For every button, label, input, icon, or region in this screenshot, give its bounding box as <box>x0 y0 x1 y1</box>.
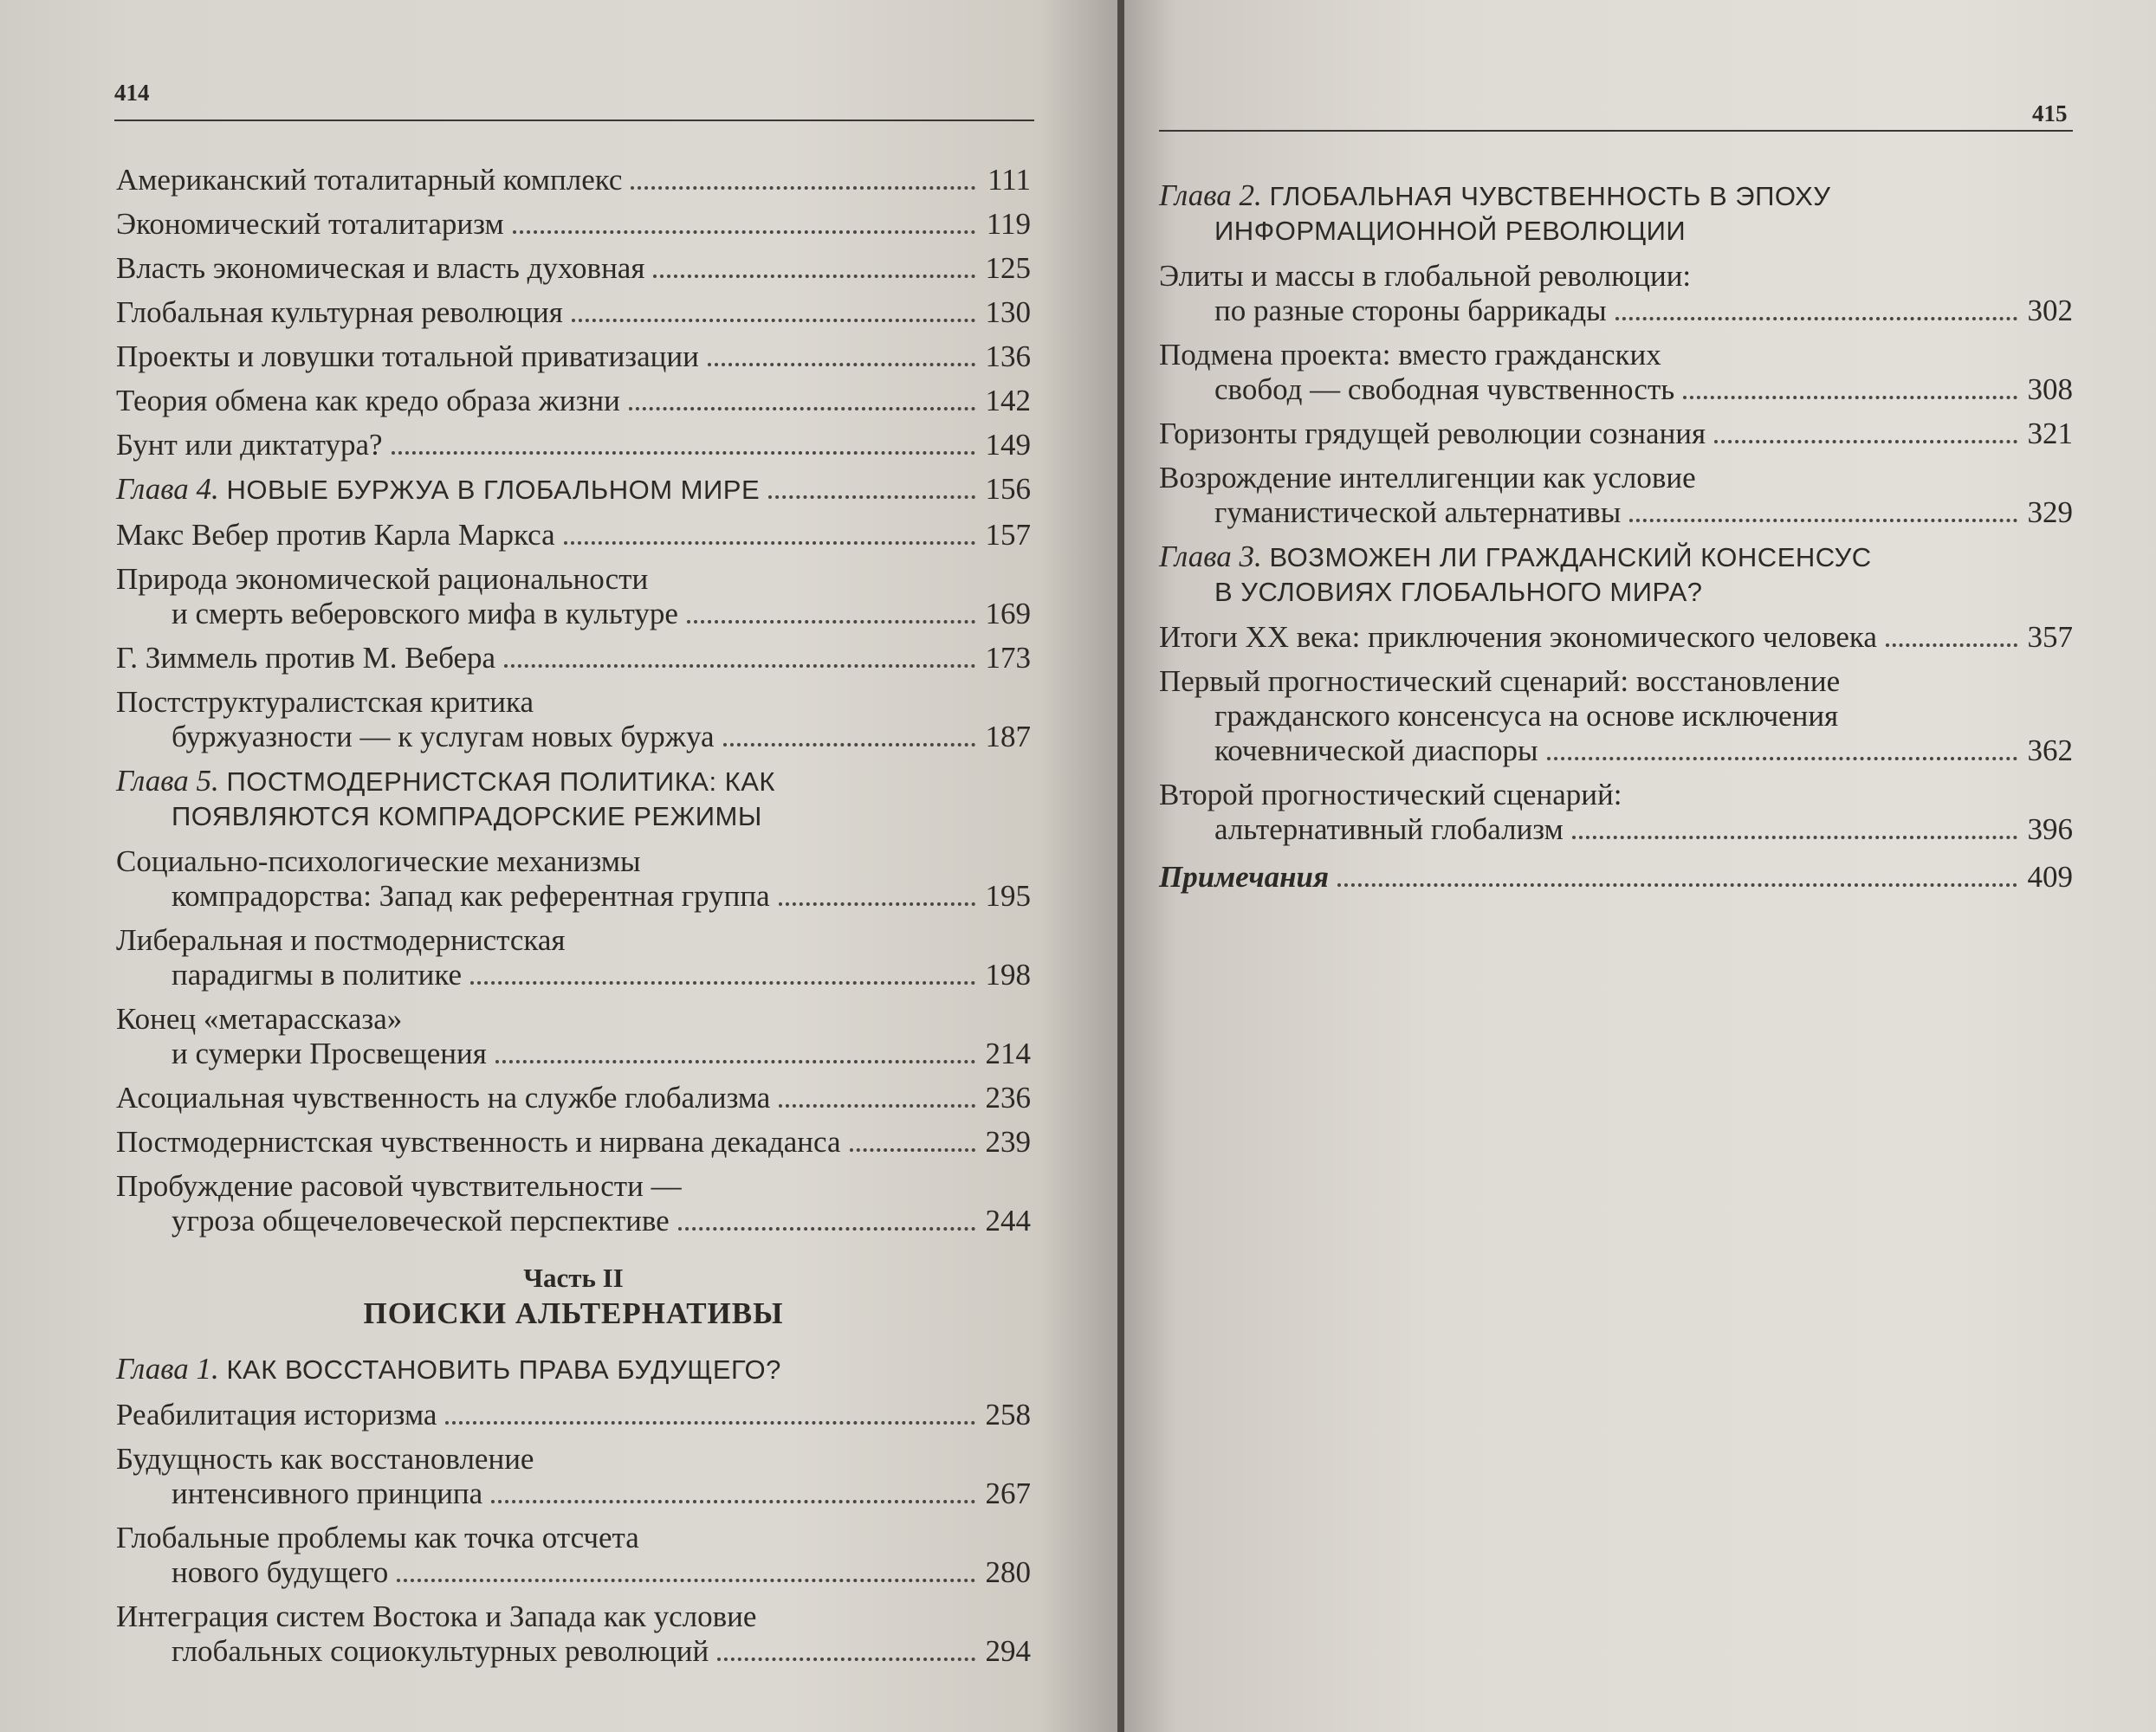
entry-title: гражданского консенсуса на основе исключения <box>1214 699 1839 733</box>
toc-entry <box>116 641 1031 676</box>
entry-title: Либеральная и постмодернистская <box>116 923 566 957</box>
page-ref: 357 <box>2027 620 2073 654</box>
toc-entry <box>116 1442 1031 1512</box>
dot-leader <box>717 1658 975 1661</box>
entry-title: Постструктуралистская критика <box>116 685 534 719</box>
toc-entry <box>116 1081 1031 1116</box>
toc-line <box>116 207 1031 242</box>
toc-line <box>1159 812 2073 848</box>
toc-entry <box>116 685 1031 755</box>
entry-title: гуманистической альтернативы <box>1214 495 1622 529</box>
toc-chapter-heading <box>116 764 1031 834</box>
entry-title: Теория обмена как кредо образа жизни <box>116 384 620 417</box>
toc-entry <box>116 1125 1031 1160</box>
entry-title: глобальных социокультурных революций <box>172 1634 709 1668</box>
entry-title: Пробуждение расовой чувствительности — <box>116 1169 682 1203</box>
chapter-title: ПОЯВЛЯЮТСЯ КОМПРАДОРСКИЕ РЕЖИМЫ <box>172 801 762 831</box>
toc-entry <box>116 428 1031 463</box>
chapter-label: Глава 3. <box>1159 540 1262 573</box>
page-ref: 156 <box>985 472 1031 506</box>
right-page <box>1124 0 2156 1732</box>
entry-title: Проекты и ловушки тотальной приватизации <box>116 339 699 373</box>
chapter-title: КАК ВОССТАНОВИТЬ ПРАВА БУДУЩЕГО? <box>226 1354 781 1385</box>
toc-line <box>116 295 1031 331</box>
toc-line <box>116 384 1031 419</box>
entry-title: Итоги XX века: приключения экономического человека <box>1159 620 1877 654</box>
entry-title: кочевнической диаспоры <box>1214 734 1538 767</box>
toc-entry <box>1159 461 2073 531</box>
entry-title: Будущность как восстановление <box>116 1442 534 1476</box>
page-ref: 396 <box>2027 812 2073 846</box>
dot-leader <box>779 902 975 906</box>
toc-entry <box>1159 338 2073 408</box>
dot-leader <box>687 620 975 624</box>
chapter-label: Глава 5. <box>116 764 219 798</box>
entry-title: Интеграция систем Востока и Запада как условие <box>116 1600 757 1633</box>
toc-line <box>1159 259 2073 294</box>
chapter-label: Глава 1. <box>116 1352 219 1386</box>
entry-title: и смерть веберовского мифа в культуре <box>172 597 678 630</box>
page-number: 415 <box>2032 100 2068 126</box>
toc-entry <box>116 384 1031 419</box>
page-ref: 239 <box>985 1125 1031 1159</box>
page-ref: 321 <box>2027 417 2073 450</box>
toc-line <box>116 1600 1031 1634</box>
page-ref: 173 <box>985 641 1031 675</box>
dot-leader <box>491 1500 975 1503</box>
page-ref: 294 <box>985 1634 1031 1668</box>
toc-line <box>116 518 1031 553</box>
chapter-title: В УСЛОВИЯХ ГЛОБАЛЬНОГО МИРА? <box>1214 577 1703 607</box>
toc-entry <box>1159 664 2073 769</box>
page-ref: 195 <box>985 879 1031 913</box>
dot-leader <box>678 1227 975 1231</box>
toc-entry <box>116 1398 1031 1433</box>
dot-leader <box>708 363 975 366</box>
dot-leader <box>504 664 975 668</box>
page-ref: 308 <box>2027 372 2073 406</box>
entry-title: парадигмы в политике <box>172 958 463 992</box>
toc-chapter-heading <box>1159 178 2073 249</box>
page-ref: 136 <box>985 339 1031 373</box>
toc-entry <box>1159 259 2073 329</box>
toc-line <box>1159 214 2073 249</box>
dot-leader <box>1683 396 2017 399</box>
toc-line <box>116 163 1031 198</box>
dot-leader <box>1629 519 2017 522</box>
page-ref: 111 <box>987 163 1031 197</box>
page-ref: 302 <box>2027 294 2073 327</box>
entry-title: Постмодернистская чувственность и нирвана декаданса <box>116 1125 841 1159</box>
chapter-title: ВОЗМОЖЕН ЛИ ГРАЖДАНСКИЙ КОНСЕНСУС <box>1269 542 1872 572</box>
entry-title: буржуазности — к услугам новых буржуа <box>172 720 715 753</box>
toc-line <box>116 1352 1031 1387</box>
entry-title: Горизонты грядущей революции сознания <box>1159 417 1706 450</box>
toc-line <box>1159 372 2073 408</box>
toc-chapter-heading <box>116 1352 1031 1387</box>
toc-list <box>116 163 1031 1678</box>
entry-title: Бунт или диктатура? <box>116 428 383 462</box>
toc-line <box>116 1521 1031 1555</box>
toc-entry <box>116 1600 1031 1670</box>
dot-leader <box>850 1148 975 1152</box>
toc-line <box>1159 699 2073 734</box>
toc-entry <box>116 1169 1031 1239</box>
page-ref: 142 <box>985 384 1031 417</box>
page-ref: 214 <box>985 1037 1031 1070</box>
toc-entry <box>116 923 1031 993</box>
page-number: 414 <box>114 80 150 106</box>
toc-line <box>116 562 1031 597</box>
entry-title: Конец «метарассказа» <box>116 1002 403 1036</box>
notes-label: Примечания <box>1159 860 1330 894</box>
page-ref: 198 <box>985 958 1031 992</box>
page-ref: 130 <box>985 295 1031 329</box>
toc-entry <box>116 339 1031 375</box>
chapter-title: ГЛОБАЛЬНАЯ ЧУВСТВЕННОСТЬ В ЭПОХУ <box>1269 181 1831 211</box>
part-heading <box>116 1262 1031 1333</box>
toc-line <box>116 1442 1031 1477</box>
toc-line <box>1159 178 2073 214</box>
toc-line <box>116 1477 1031 1512</box>
dot-leader <box>445 1421 975 1425</box>
entry-title: Первый прогностический сценарий: восстановление <box>1159 664 1841 698</box>
toc-entry <box>1159 778 2073 848</box>
dot-leader <box>768 495 975 499</box>
toc-line <box>116 923 1031 958</box>
toc-entry <box>1159 860 2073 895</box>
dot-leader <box>392 451 975 455</box>
toc-line <box>116 799 1031 834</box>
entry-title: Макс Вебер против Карла Маркса <box>116 518 555 552</box>
toc-line <box>116 1125 1031 1160</box>
chapter-label: Глава 2. <box>1159 178 1262 212</box>
dot-leader <box>1547 757 2017 760</box>
toc-line <box>116 764 1031 799</box>
entry-title: Глобальная культурная революция <box>116 295 563 329</box>
dot-leader <box>1714 440 2017 443</box>
entry-title: альтернативный глобализм <box>1214 812 1564 846</box>
toc-line <box>116 1204 1031 1239</box>
page-ref: 280 <box>985 1555 1031 1589</box>
toc-line <box>116 1002 1031 1037</box>
chapter-title: ИНФОРМАЦИОННОЙ РЕВОЛЮЦИИ <box>1214 216 1687 246</box>
entry-title: Американский тоталитарный комплекс <box>116 163 623 197</box>
toc-entry <box>116 295 1031 331</box>
entry-title: Элиты и массы в глобальной революции: <box>1159 259 1692 293</box>
chapter-label: Глава 4. <box>116 472 219 506</box>
page-ref: 119 <box>986 207 1031 241</box>
dot-leader <box>470 981 975 985</box>
toc-line <box>1159 778 2073 812</box>
dot-leader <box>572 319 975 322</box>
toc-line <box>116 472 1031 507</box>
page-ref: 409 <box>2027 860 2073 894</box>
entry-title: и сумерки Просвещения <box>172 1037 487 1070</box>
entry-title: интенсивного принципа <box>172 1477 483 1510</box>
dot-leader <box>653 275 975 278</box>
entry-title: нового будущего <box>172 1555 389 1589</box>
page-ref: 267 <box>985 1477 1031 1510</box>
toc-line <box>116 339 1031 375</box>
page-ref: 236 <box>985 1081 1031 1115</box>
toc-line <box>1159 540 2073 575</box>
toc-list <box>1159 178 2073 904</box>
entry-title: угроза общечеловеческой перспективе <box>172 1204 670 1238</box>
toc-entry <box>116 518 1031 553</box>
toc-entry <box>1159 417 2073 452</box>
toc-entry <box>116 844 1031 914</box>
toc-chapter-heading <box>116 472 1031 507</box>
page-ref: 244 <box>985 1204 1031 1238</box>
header-rule <box>114 120 1034 121</box>
toc-line <box>116 1169 1031 1204</box>
toc-line <box>1159 495 2073 531</box>
entry-title: Экономический тоталитаризм <box>116 207 504 241</box>
toc-line <box>1159 575 2073 610</box>
dot-leader <box>631 186 975 190</box>
toc-line <box>116 251 1031 287</box>
entry-title: Возрождение интеллигенции как условие <box>1159 461 1696 494</box>
toc-line <box>116 685 1031 720</box>
page-ref: 329 <box>2027 495 2073 529</box>
page-ref: 362 <box>2027 734 2073 767</box>
toc-line <box>116 958 1031 993</box>
header-rule <box>1159 130 2073 132</box>
toc-chapter-heading <box>1159 540 2073 610</box>
entry-title: компрадорства: Запад как референтная группа <box>172 879 770 913</box>
toc-entry <box>116 207 1031 242</box>
entry-title: Природа экономической рациональности <box>116 562 649 596</box>
toc-line <box>1159 461 2073 495</box>
page-ref: 149 <box>985 428 1031 462</box>
toc-entry <box>1159 620 2073 656</box>
toc-line <box>1159 860 2073 895</box>
toc-line <box>1159 664 2073 699</box>
dot-leader <box>1886 643 2017 647</box>
toc-line <box>116 879 1031 914</box>
page-ref: 187 <box>985 720 1031 753</box>
dot-leader <box>779 1104 975 1108</box>
toc-line <box>116 1037 1031 1072</box>
toc-line <box>1159 338 2073 372</box>
toc-entry <box>116 1521 1031 1591</box>
entry-title: по разные стороны баррикады <box>1214 294 1607 327</box>
toc-line <box>116 597 1031 632</box>
toc-line <box>116 1081 1031 1116</box>
page-ref: 169 <box>985 597 1031 630</box>
toc-entry <box>116 562 1031 632</box>
dot-leader <box>629 407 975 410</box>
toc-line <box>1159 620 2073 656</box>
toc-entry <box>116 1002 1031 1072</box>
part-title: ПОИСКИ АЛЬТЕРНАТИВЫ <box>363 1296 784 1330</box>
chapter-title: ПОСТМОДЕРНИСТСКАЯ ПОЛИТИКА: КАК <box>226 766 775 797</box>
toc-line <box>116 1398 1031 1433</box>
dot-leader <box>1572 836 2017 839</box>
entry-title: Социально-психологические механизмы <box>116 844 641 878</box>
part-number: Часть II <box>523 1263 624 1293</box>
page-ref: 258 <box>985 1398 1031 1431</box>
entry-title: Власть экономическая и власть духовная <box>116 251 645 285</box>
toc-line <box>1159 734 2073 769</box>
dot-leader <box>723 743 975 746</box>
toc-line <box>116 428 1031 463</box>
entry-title: Г. Зиммель против М. Вебера <box>116 641 496 675</box>
dot-leader <box>513 230 975 234</box>
entry-title: Асоциальная чувственность на службе глобализма <box>116 1081 771 1115</box>
entry-title: Реабилитация историзма <box>116 1398 437 1431</box>
dot-leader <box>1337 883 2017 887</box>
page-ref: 157 <box>985 518 1031 552</box>
entry-title: свобод — свободная чувственность <box>1214 372 1675 406</box>
entry-title: Глобальные проблемы как точка отсчета <box>116 1521 639 1554</box>
toc-entry <box>116 251 1031 287</box>
toc-line <box>1159 294 2073 329</box>
toc-line <box>116 641 1031 676</box>
chapter-title: НОВЫЕ БУРЖУА В ГЛОБАЛЬНОМ МИРЕ <box>226 475 761 505</box>
entry-title: Подмена проекта: вместо гражданских <box>1159 338 1661 372</box>
toc-line <box>116 1634 1031 1670</box>
toc-line <box>116 720 1031 755</box>
dot-leader <box>564 541 975 545</box>
toc-line <box>1159 417 2073 452</box>
dot-leader <box>397 1579 975 1582</box>
entry-title: Второй прогностический сценарий: <box>1159 778 1622 811</box>
toc-line <box>116 844 1031 879</box>
toc-line <box>116 1555 1031 1591</box>
dot-leader <box>495 1060 975 1063</box>
toc-entry <box>116 163 1031 198</box>
dot-leader <box>1615 317 2017 320</box>
page-ref: 125 <box>985 251 1031 285</box>
